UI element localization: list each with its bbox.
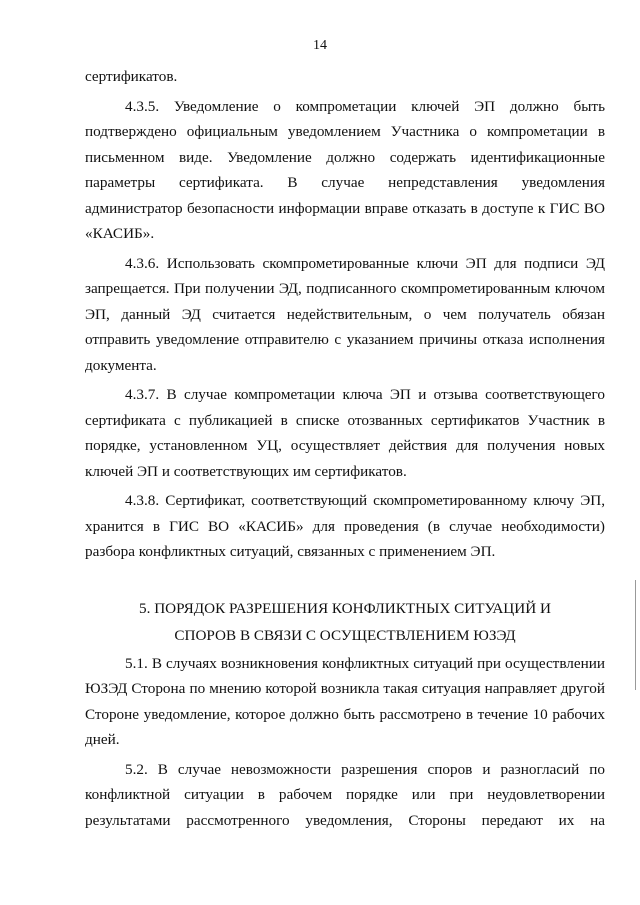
paragraph-5-2: 5.2. В случае невозможности разрешения споров и разногласий по конфликтной ситуации в рабочем порядке или при неудовлетворении результатами рассмотренного уведомления, Стороны передают их на — [85, 760, 605, 829]
document-body — [85, 64, 605, 837]
paragraph-4-3-7: 4.3.7. В случае компрометации ключа ЭП и отзыва соответствующего сертификата с публикацией в списке отозванных сертификатов Участник в порядке, установленном УЦ, осуществляет действия для получения новых ключей ЭП и соответствующих им сертификатов. — [85, 386, 605, 480]
paragraph-4-3-8: 4.3.8. Сертификат, соответствующий скомпрометированному ключу ЭП, хранится в ГИС ВО «КАСИБ» для проведения (в случае необходимости) разбора конфликтных ситуаций, связанных с применением ЭП. — [85, 492, 605, 560]
section-heading-line-2: СПОРОВ В СВЯЗИ С ОСУЩЕСТВЛЕНИЕМ ЮЗЭД — [174, 626, 516, 644]
section-heading-line-1: 5. ПОРЯДОК РАЗРЕШЕНИЯ КОНФЛИКТНЫХ СИТУАЦИЙ И — [139, 599, 551, 617]
paragraph-continuation: сертификатов. — [85, 68, 178, 85]
scan-edge-line — [635, 580, 636, 690]
page-number: 14 — [313, 38, 327, 53]
paragraph-4-3-6: 4.3.6. Использовать скомпрометированные ключи ЭП для подписи ЭД запрещается. При получении ЭД, подписанного скомпрометированным ключом ЭП, данный ЭД считается недействительным, о чем получатель обязан отправить уведомление отправителю с указанием причины отказа исполнения документа. — [85, 254, 605, 374]
paragraph-5-1: 5.1. В случаях возникновения конфликтных ситуаций при осуществлении ЮЗЭД Сторона по мнению которой возникла такая ситуация направляет другой Стороне уведомление, которое должно быть рассмотрено в течение 10 рабочих дней. — [85, 654, 605, 748]
section-heading — [85, 595, 605, 649]
paragraph-4-3-5: 4.3.5. Уведомление о компрометации ключей ЭП должно быть подтверждено официальным уведомлением Участника о компрометации в письменном виде. Уведомление должно содержать идентификационные параметры сертификата. В случае непредставления уведомления администратор безопасности информации вправе отказать в доступе к ГИС ВО «КАСИБ». — [85, 97, 605, 242]
